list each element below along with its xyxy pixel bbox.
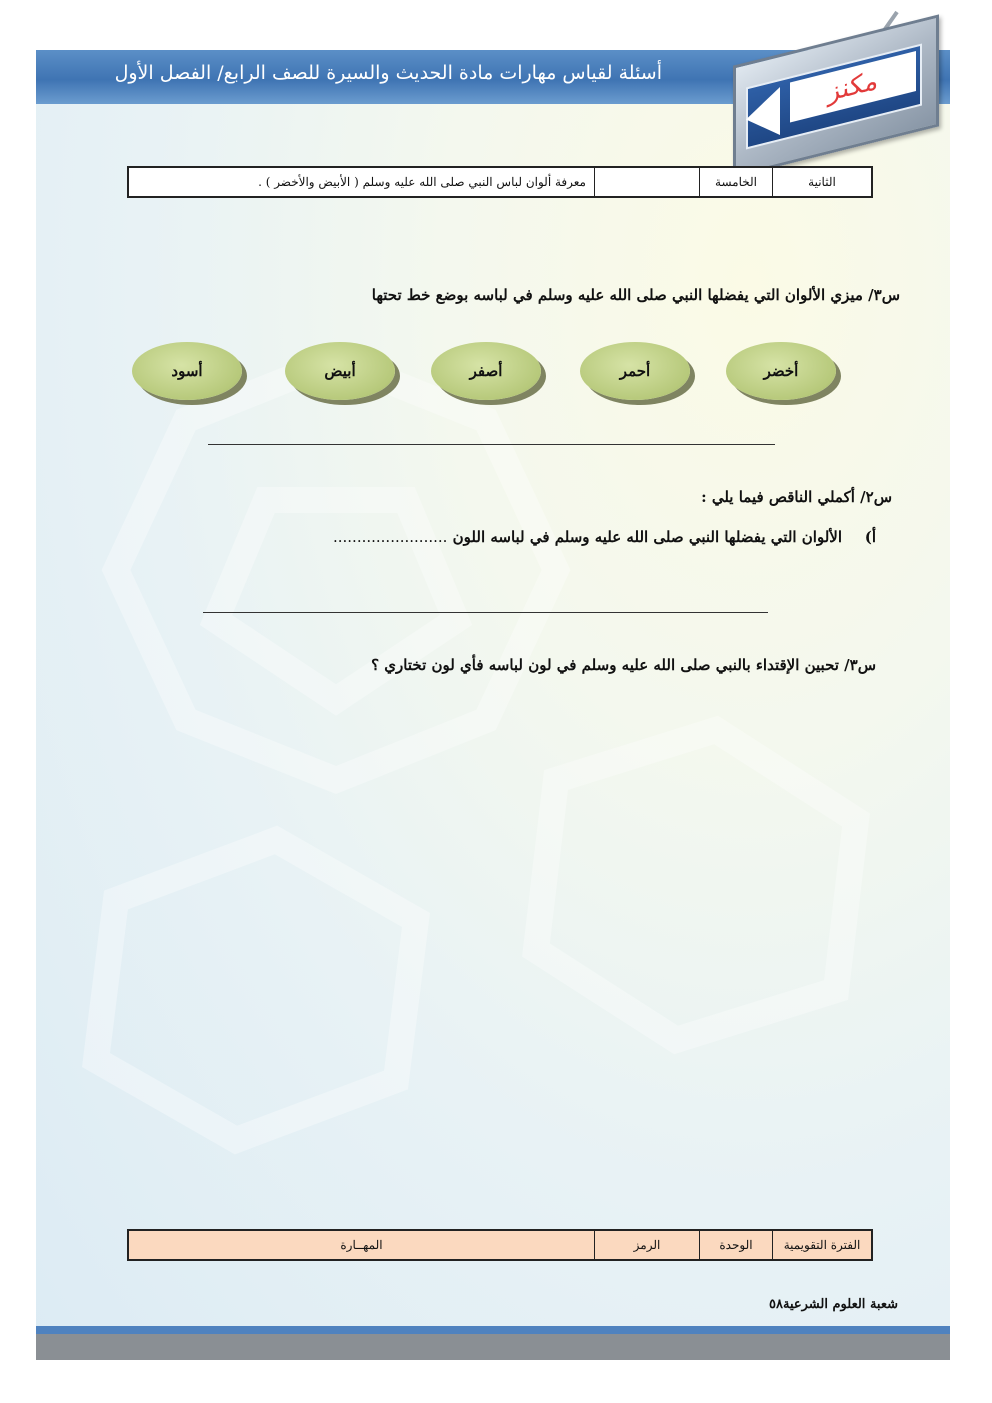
arrow-left-icon bbox=[746, 87, 780, 143]
maknaz-sign-logo bbox=[715, 12, 950, 147]
question-2a-marker: أ) bbox=[864, 528, 876, 546]
code-header: الرمز bbox=[595, 1230, 700, 1260]
page-background bbox=[36, 50, 950, 1360]
skill-header: المهــارة bbox=[128, 1230, 595, 1260]
sign-text: مكنز bbox=[790, 51, 916, 122]
question-3: س٣/ تحبين الإقتداء بالنبي صلى الله عليه وسلم في لون لباسه فأي لون تختاري ؟ bbox=[371, 656, 876, 674]
decorative-pattern bbox=[36, 300, 950, 1200]
option-yellow[interactable]: أصفر bbox=[431, 342, 541, 400]
separator-2 bbox=[203, 612, 768, 613]
skill-info-table bbox=[127, 166, 873, 198]
separator-1 bbox=[208, 444, 775, 445]
sign-panel bbox=[746, 44, 922, 150]
question-2a-text: الألوان التي يفضلها النبي صلى الله عليه وسلم في لباسه اللون bbox=[452, 528, 842, 546]
period-cell: الثانية bbox=[773, 167, 873, 197]
header-title: أسئلة لقياس مهارات مادة الحديث والسيرة للصف الرابع/ الفصل الأول bbox=[114, 62, 662, 84]
color-options bbox=[128, 342, 844, 406]
unit-cell: الخامسة bbox=[700, 167, 773, 197]
question-2: س٢/ أكملي الناقص فيما يلي : bbox=[701, 488, 892, 506]
question-2a bbox=[333, 528, 842, 546]
code-cell bbox=[595, 167, 700, 197]
option-black[interactable]: أسود bbox=[132, 342, 242, 400]
skill-cell: معرفة ألوان لباس النبي صلى الله عليه وسلم ( الأبيض والأخضر ) . bbox=[128, 167, 595, 197]
option-red[interactable]: أحمر bbox=[580, 342, 690, 400]
skill-header-table bbox=[127, 1229, 873, 1261]
table-row bbox=[128, 1230, 872, 1260]
table-row bbox=[128, 167, 872, 197]
period-header: الفترة التقويمية bbox=[773, 1230, 873, 1260]
unit-header: الوحدة bbox=[700, 1230, 773, 1260]
question-1: س٣/ ميزي الألوان التي يفضلها النبي صلى الله عليه وسلم في لباسه بوضع خط تحتها bbox=[371, 286, 900, 304]
option-white[interactable]: أبيض bbox=[285, 342, 395, 400]
footer-band bbox=[36, 1326, 950, 1360]
option-green[interactable]: أخضر bbox=[726, 342, 836, 400]
footer-text: شعبة العلوم الشرعية٥٨ bbox=[769, 1297, 898, 1312]
answer-blank[interactable]: ........................ bbox=[332, 528, 448, 546]
